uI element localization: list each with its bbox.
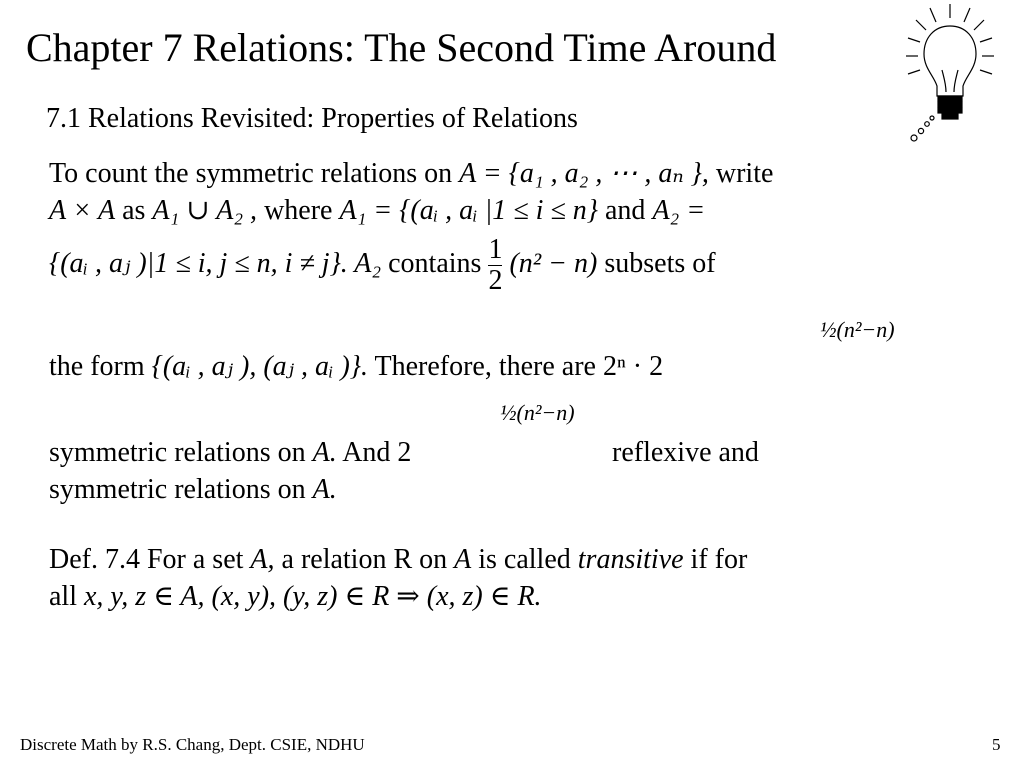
subset-count-expression: (n² − n) <box>509 247 598 279</box>
fraction-one-half <box>488 236 502 295</box>
set-a: A. <box>312 474 337 505</box>
text-run: symmetric relations on <box>49 474 306 505</box>
text-run: if for <box>690 544 748 575</box>
reflexive-and-text: reflexive and <box>612 437 759 468</box>
transitivity-condition: x, y, z ∈ A, (x, y), (y, z) ∈ R ⇒ (x, z) ∈ R. <box>84 581 542 612</box>
text-run: And <box>342 437 391 468</box>
page-number: 5 <box>992 735 1001 754</box>
fraction-denominator: 2 <box>488 265 503 296</box>
definition-line-1 <box>49 543 747 577</box>
text-run: as <box>122 195 146 226</box>
definition-line-2 <box>49 580 542 614</box>
symmetric-count-base: 2ⁿ · 2 <box>602 351 664 382</box>
a2-label: A₂ = <box>652 195 706 226</box>
footer-credit: Discrete Math by R.S. Chang, Dept. CSIE, NDHU <box>20 735 365 754</box>
text-run: contains <box>388 247 482 279</box>
paragraph-1-line-1 <box>49 157 773 191</box>
pair-form-expression: {(aᵢ , aⱼ ), (aⱼ , aᵢ )}. <box>151 351 368 382</box>
text-run: Def. 7.4 For a set <box>49 544 244 575</box>
text-run: is called <box>478 544 571 575</box>
cartesian-product: A × A <box>49 195 116 226</box>
a1-definition: A₁ = {(aᵢ , aᵢ |1 ≤ i ≤ n} <box>339 195 598 226</box>
paragraph-1-line-2 <box>49 194 705 228</box>
page-title: Chapter 7 Relations: The Second Time Around <box>26 25 777 70</box>
text-run: and <box>605 195 646 226</box>
reflexive-symmetric-count-exponent: ½(n²−n) <box>500 400 575 425</box>
set-a: A, <box>250 544 275 575</box>
paragraph-1-line-6 <box>49 473 337 507</box>
set-a: A <box>454 544 472 575</box>
text-run: To count the symmetric relations on <box>49 158 453 189</box>
defined-term: transitive <box>577 544 684 575</box>
a2-definition: {(aᵢ , aⱼ )|1 ≤ i, j ≤ n, i ≠ j}. A₂ <box>49 247 382 279</box>
text-run: subsets of <box>604 247 716 279</box>
text-run: symmetric relations on <box>49 437 306 468</box>
set-a: A. <box>312 437 337 468</box>
text-run: Therefore, there are <box>374 351 596 382</box>
union-expression: A₁ ∪ A₂ , <box>152 195 258 226</box>
paragraph-1-line-4 <box>49 350 663 384</box>
text-run: where <box>264 195 333 226</box>
section-subtitle: 7.1 Relations Revisited: Properties of Relations <box>46 103 578 134</box>
reflexive-symmetric-count-base: 2 <box>397 437 412 468</box>
light-bulb-icon <box>902 0 998 144</box>
set-a-definition: A = {a₁ , a₂ , ⋯ , aₙ }, <box>459 158 709 189</box>
paragraph-1-line-3 <box>49 236 716 295</box>
text-run: all <box>49 581 77 612</box>
text-run: the form <box>49 351 145 382</box>
fraction-numerator: 1 <box>488 234 503 265</box>
symmetric-count-exponent: ½(n²−n) <box>820 317 895 342</box>
paragraph-1-line-5 <box>49 436 411 470</box>
text-run: write <box>715 158 774 189</box>
text-run: a relation R on <box>281 544 448 575</box>
